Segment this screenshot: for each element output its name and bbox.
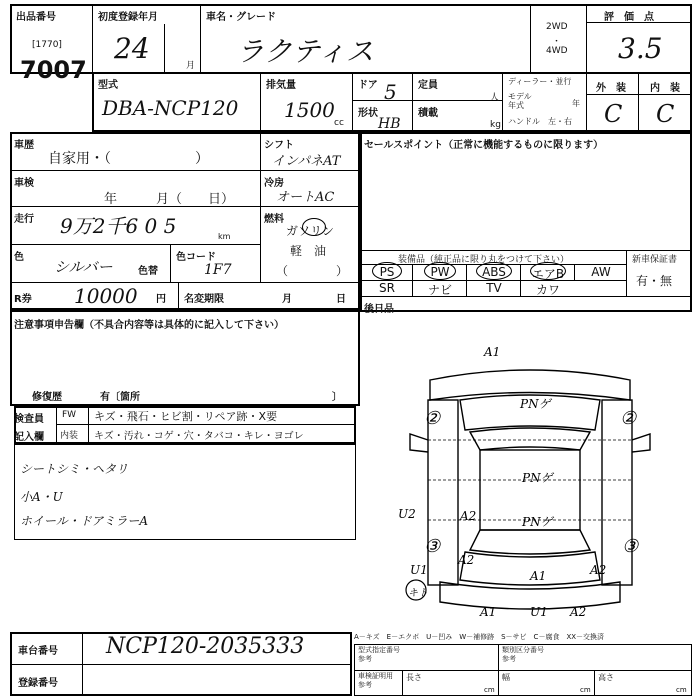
- equip-airbag: エアB: [531, 267, 565, 281]
- drive-4wd: 4WD: [546, 46, 568, 56]
- repair-value: 有〔箇所: [100, 392, 140, 403]
- mark-hood-png: PNゲ: [520, 397, 551, 411]
- model-value: DBA-NCP120: [102, 96, 239, 120]
- inspection-label: 車検: [14, 178, 34, 189]
- comment-3: ホイール・ドアミラーA: [20, 514, 149, 528]
- mileage-unit: km: [218, 232, 231, 241]
- lot-number: 7007: [20, 56, 87, 84]
- car-name: ラクティス: [236, 35, 374, 68]
- warranty-value: 有・無: [636, 274, 673, 288]
- color-value: シルバー: [54, 258, 113, 276]
- load-unit: kg: [490, 120, 501, 130]
- mark-right-circle-3: ③: [622, 536, 639, 557]
- mark-spare: キト: [408, 588, 428, 599]
- shape-value: HB: [378, 116, 401, 132]
- model-year-label: モデル 年式: [508, 92, 532, 110]
- drive-sep: ・: [552, 37, 562, 47]
- load-label: 積載: [418, 108, 438, 119]
- displacement-value: 1500: [284, 98, 335, 122]
- mark-left-rear-a2: A2: [458, 553, 475, 567]
- repair-label: 修復歴: [32, 392, 62, 403]
- fuel-other: （ ）: [276, 264, 349, 278]
- ac-value: オートAC: [276, 190, 335, 205]
- form-model-ref: 型式指定番号 参考: [358, 646, 400, 663]
- left-mirror-shape: [410, 434, 428, 452]
- windshield-shape: [470, 428, 590, 450]
- lot-sub: [1770]: [32, 40, 62, 50]
- transfer-month: 月: [282, 294, 292, 305]
- fuel-gas-circle: [302, 218, 326, 236]
- equip-aw: AW: [591, 265, 611, 279]
- doors-label: ドア: [358, 80, 378, 91]
- form-class-ref: 類別区分番号 参考: [502, 646, 544, 663]
- ext-grade: C: [604, 100, 623, 128]
- inspection-value: 年 月（ 日）: [104, 192, 235, 207]
- mark-trunk-a1: A1: [530, 569, 547, 583]
- mark-left-circle-3: ③: [424, 536, 441, 557]
- displacement-unit: cc: [334, 118, 344, 128]
- mark-right-circle-2: ②: [620, 408, 637, 429]
- right-mirror-shape: [632, 434, 650, 452]
- reg-label: 登録番号: [18, 678, 58, 689]
- chassis-label: 車台番号: [18, 646, 58, 657]
- equip-label: 装備品（純正品に限り丸をつけて下さい）: [398, 255, 570, 265]
- score-label: 評 価 点: [604, 12, 654, 23]
- equip-pw: PW: [430, 265, 450, 279]
- mark-rear-png: PNゲ: [522, 515, 553, 529]
- recycle-value: 10000: [74, 284, 138, 308]
- fuel-label: 燃料: [264, 214, 284, 225]
- equip-sr: SR: [379, 281, 395, 295]
- recycle-unit: 円: [156, 294, 166, 305]
- equip-ps-circle: [372, 262, 402, 280]
- equip-ps: PS: [379, 265, 395, 279]
- equip-navi: ナビ: [427, 283, 452, 297]
- car-diagram: [380, 340, 680, 620]
- mark-bottom-u1: U1: [530, 605, 548, 619]
- mileage-value: 9万2千6 0 5: [60, 214, 177, 238]
- equip-abs: ABS: [482, 265, 506, 279]
- sales-label: セールスポイント（正常に機能するものに限ります）: [364, 140, 604, 151]
- mark-u1: U1: [410, 563, 428, 577]
- comment-1: シートシミ・ヘタリ: [20, 462, 129, 476]
- displacement-label: 排気量: [266, 80, 296, 91]
- mark-front-a1: A1: [484, 345, 501, 359]
- chassis-value: NCP120-2035333: [106, 634, 305, 659]
- capacity-unit: 人: [490, 93, 500, 103]
- length-label: 長さ: [406, 673, 422, 682]
- year-unit: 年: [572, 99, 580, 108]
- fuel-gas: ガソリン: [286, 224, 335, 238]
- inspector-label-1: 検査員: [14, 414, 44, 425]
- mark-right-rear-a2: A2: [590, 563, 607, 577]
- damage-legend: A－キズ E－エクボ U－凹み W－補修跡 S－サビ C－腐食 XX－交換済: [354, 633, 605, 641]
- fw-label: FW: [62, 410, 77, 420]
- int-items: キズ・汚れ・コゲ・穴・タバコ・キレ・ヨゴレ: [94, 431, 304, 442]
- height-label: 高さ: [598, 673, 614, 682]
- mark-left-a2: A2: [460, 509, 477, 523]
- warranty-label: 新車保証書: [632, 255, 678, 265]
- mark-left-circle-2: ②: [424, 408, 441, 429]
- handle-label: ハンドル 左・右: [508, 117, 572, 126]
- color-code-label: 色コード: [176, 252, 216, 263]
- transfer-day: 日: [336, 294, 346, 305]
- repair-close: 〕: [332, 392, 342, 403]
- mark-roof-png: PNゲ: [522, 471, 553, 485]
- equip-leather: カワ: [535, 283, 560, 297]
- equip-tv: TV: [486, 281, 502, 295]
- width-label: 幅: [502, 673, 510, 682]
- notes-label: 注意事項申告欄（不具合内容等は具体的に記入して下さい）: [14, 320, 284, 331]
- equip-abs-circle: [476, 262, 512, 280]
- color-code: 1F7: [204, 262, 232, 278]
- first-reg-label: 初度登録年月: [98, 12, 158, 23]
- length-cm: cm: [484, 686, 495, 694]
- recycle-label: R券: [14, 294, 32, 305]
- drive-2wd: 2WD: [546, 22, 568, 32]
- car-name-label: 車名・グレード: [206, 12, 276, 23]
- rear-window-shape: [470, 530, 590, 554]
- int-grade: C: [656, 100, 675, 128]
- fuel-diesel: 軽 油: [290, 244, 327, 258]
- capacity-label: 定員: [418, 80, 438, 91]
- comment-2: 小A・U: [20, 490, 63, 504]
- fw-items: キズ・飛石・ヒビ割・リペア跡・X要: [94, 410, 278, 423]
- lot-label: 出品番号: [16, 12, 56, 23]
- after-label: 後日品: [364, 304, 394, 315]
- inspector-label-2: 記入欄: [14, 432, 44, 443]
- dealer-label: ディーラー・並行: [508, 77, 572, 86]
- first-reg-month-unit: 月: [186, 61, 196, 71]
- model-label: 型式: [98, 80, 118, 91]
- mark-u2: U2: [398, 507, 416, 521]
- width-cm: cm: [580, 686, 591, 694]
- height-cm: cm: [676, 686, 687, 694]
- shape-label: 形状: [358, 108, 378, 119]
- score-value: 3.5: [618, 32, 663, 65]
- shift-label: シフト: [264, 140, 294, 151]
- ext-label: 外 装: [596, 83, 626, 94]
- transfer-label: 名変期限: [184, 294, 224, 305]
- mark-bottom-a1: A1: [480, 605, 497, 619]
- ac-label: 冷房: [264, 178, 284, 189]
- doors-value: 5: [384, 80, 397, 104]
- mark-bottom-a2: A2: [570, 605, 587, 619]
- first-reg-year: 24: [114, 32, 150, 65]
- color-change-label: 色替: [138, 266, 158, 277]
- inspector-int-label: 内装: [60, 431, 79, 441]
- shift-value: インパネAT: [272, 154, 341, 169]
- form-cert-ref: 車検証明用 参考: [358, 672, 393, 689]
- mileage-label: 走行: [14, 214, 34, 225]
- int-label: 内 装: [650, 83, 680, 94]
- equip-airbag-circle: [530, 262, 566, 280]
- color-label: 色: [14, 252, 24, 263]
- equip-pw-circle: [424, 262, 456, 280]
- history-label: 車歴: [14, 140, 34, 151]
- history-value: 自家用・（ ）: [48, 151, 209, 167]
